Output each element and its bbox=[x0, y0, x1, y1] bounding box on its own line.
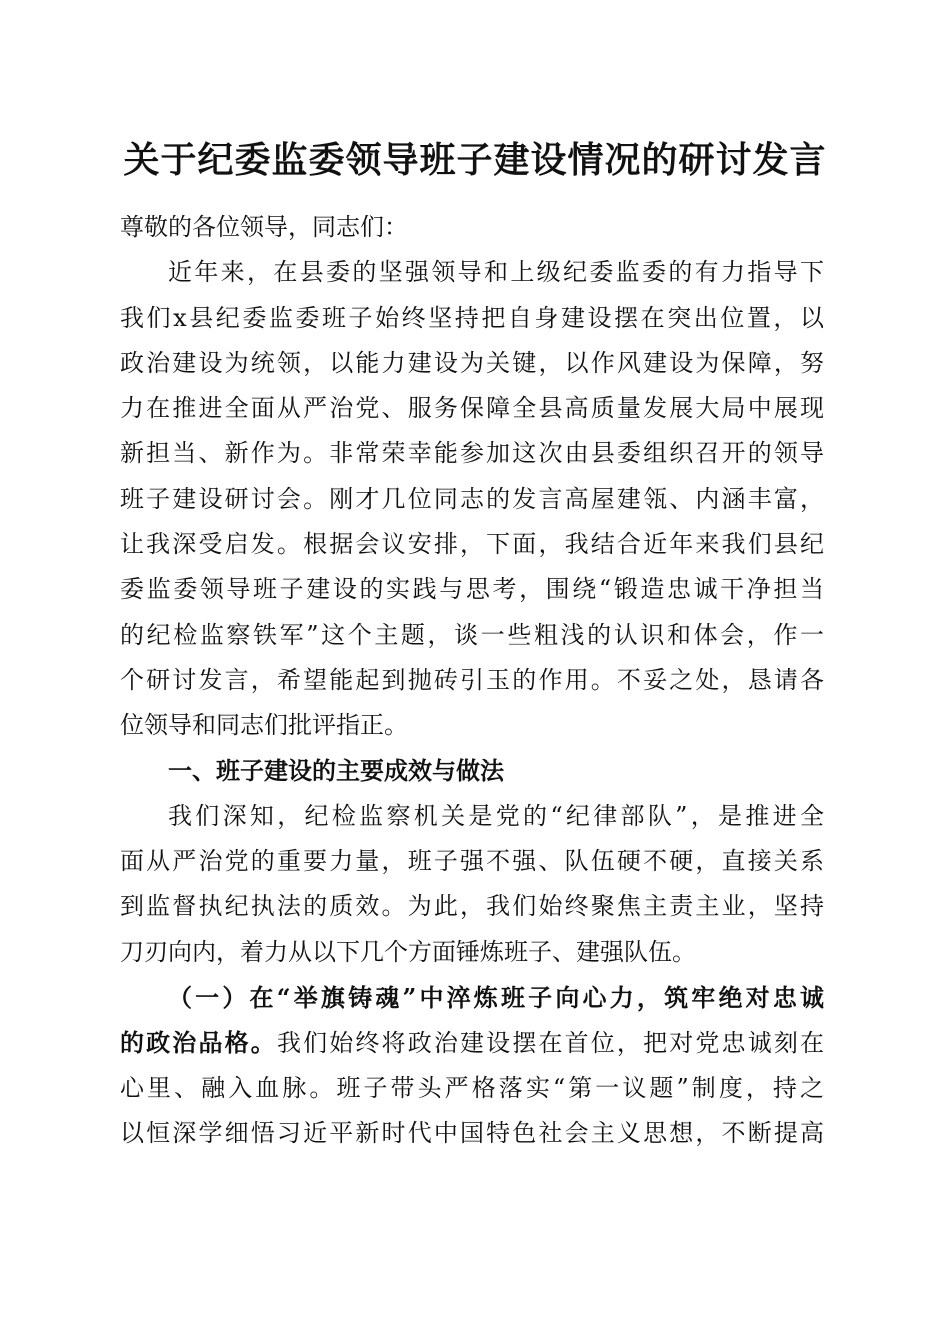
section-line: 到监督执纪执法的质效。为此，我们始终聚焦主责主业，坚持 bbox=[120, 892, 824, 921]
intro-line: 近年来，在县委的坚强领导和上级纪委监委的有力指导下 bbox=[168, 258, 824, 287]
salutation: 尊敬的各位领导，同志们： bbox=[120, 213, 408, 241]
intro-line: 政治建设为统领，以能力建设为关键，以作风建设为保障，努 bbox=[120, 348, 824, 377]
section-line: 面从严治党的重要力量，班子强不强、队伍硬不硬，直接关系 bbox=[120, 847, 824, 876]
intro-line: 个研讨发言，希望能起到抛砖引玉的作用。不妥之处，恳请各 bbox=[120, 665, 824, 694]
subsection-heading: （一）在“举旗铸魂”中淬炼班子向心力，筑牢绝对忠诚 bbox=[168, 983, 824, 1013]
section-heading: 一、班子建设的主要成效与做法 bbox=[168, 756, 504, 785]
section-line: 刀刃向内，着力从以下几个方面锤炼班子、建强队伍。 bbox=[120, 937, 696, 966]
intro-line: 让我深受启发。根据会议安排，下面，我结合近年来我们县纪 bbox=[120, 530, 824, 559]
intro-line: 委监委领导班子建设的实践与思考，围绕“锻造忠诚干净担当 bbox=[120, 575, 824, 604]
intro-line: 我们x县纪委监委班子始终坚持把自身建设摆在突出位置，以 bbox=[120, 303, 824, 332]
subsection-line: 心里、融入血脉。班子带头严格落实“第一议题”制度，持之 bbox=[120, 1073, 824, 1102]
subsection-text: 我们始终将政治建设摆在首位，把对党忠诚刻在 bbox=[276, 1029, 825, 1058]
intro-line: 的纪检监察铁军”这个主题，谈一些粗浅的认识和体会，作一 bbox=[120, 620, 824, 649]
section-line: 我们深知，纪检监察机关是党的“纪律部队”，是推进全 bbox=[168, 801, 824, 830]
document-title: 关于纪委监委领导班子建设情况的研讨发言 bbox=[123, 139, 827, 181]
intro-line: 力在推进全面从严治党、服务保障全县高质量发展大局中展现 bbox=[120, 394, 824, 423]
document-body bbox=[120, 205, 824, 1156]
subsection-line bbox=[120, 1020, 824, 1065]
intro-line: 班子建设研讨会。刚才几位同志的发言高屋建瓴、内涵丰富， bbox=[120, 484, 824, 513]
intro-line: 位领导和同志们批评指正。 bbox=[120, 711, 408, 740]
intro-line: 新担当、新作为。非常荣幸能参加这次由县委组织召开的领导 bbox=[120, 439, 824, 468]
subsection-line: 以恒深学细悟习近平新时代中国特色社会主义思想，不断提高 bbox=[120, 1118, 824, 1147]
subsection-heading-tail: 的政治品格。 bbox=[120, 1028, 277, 1058]
